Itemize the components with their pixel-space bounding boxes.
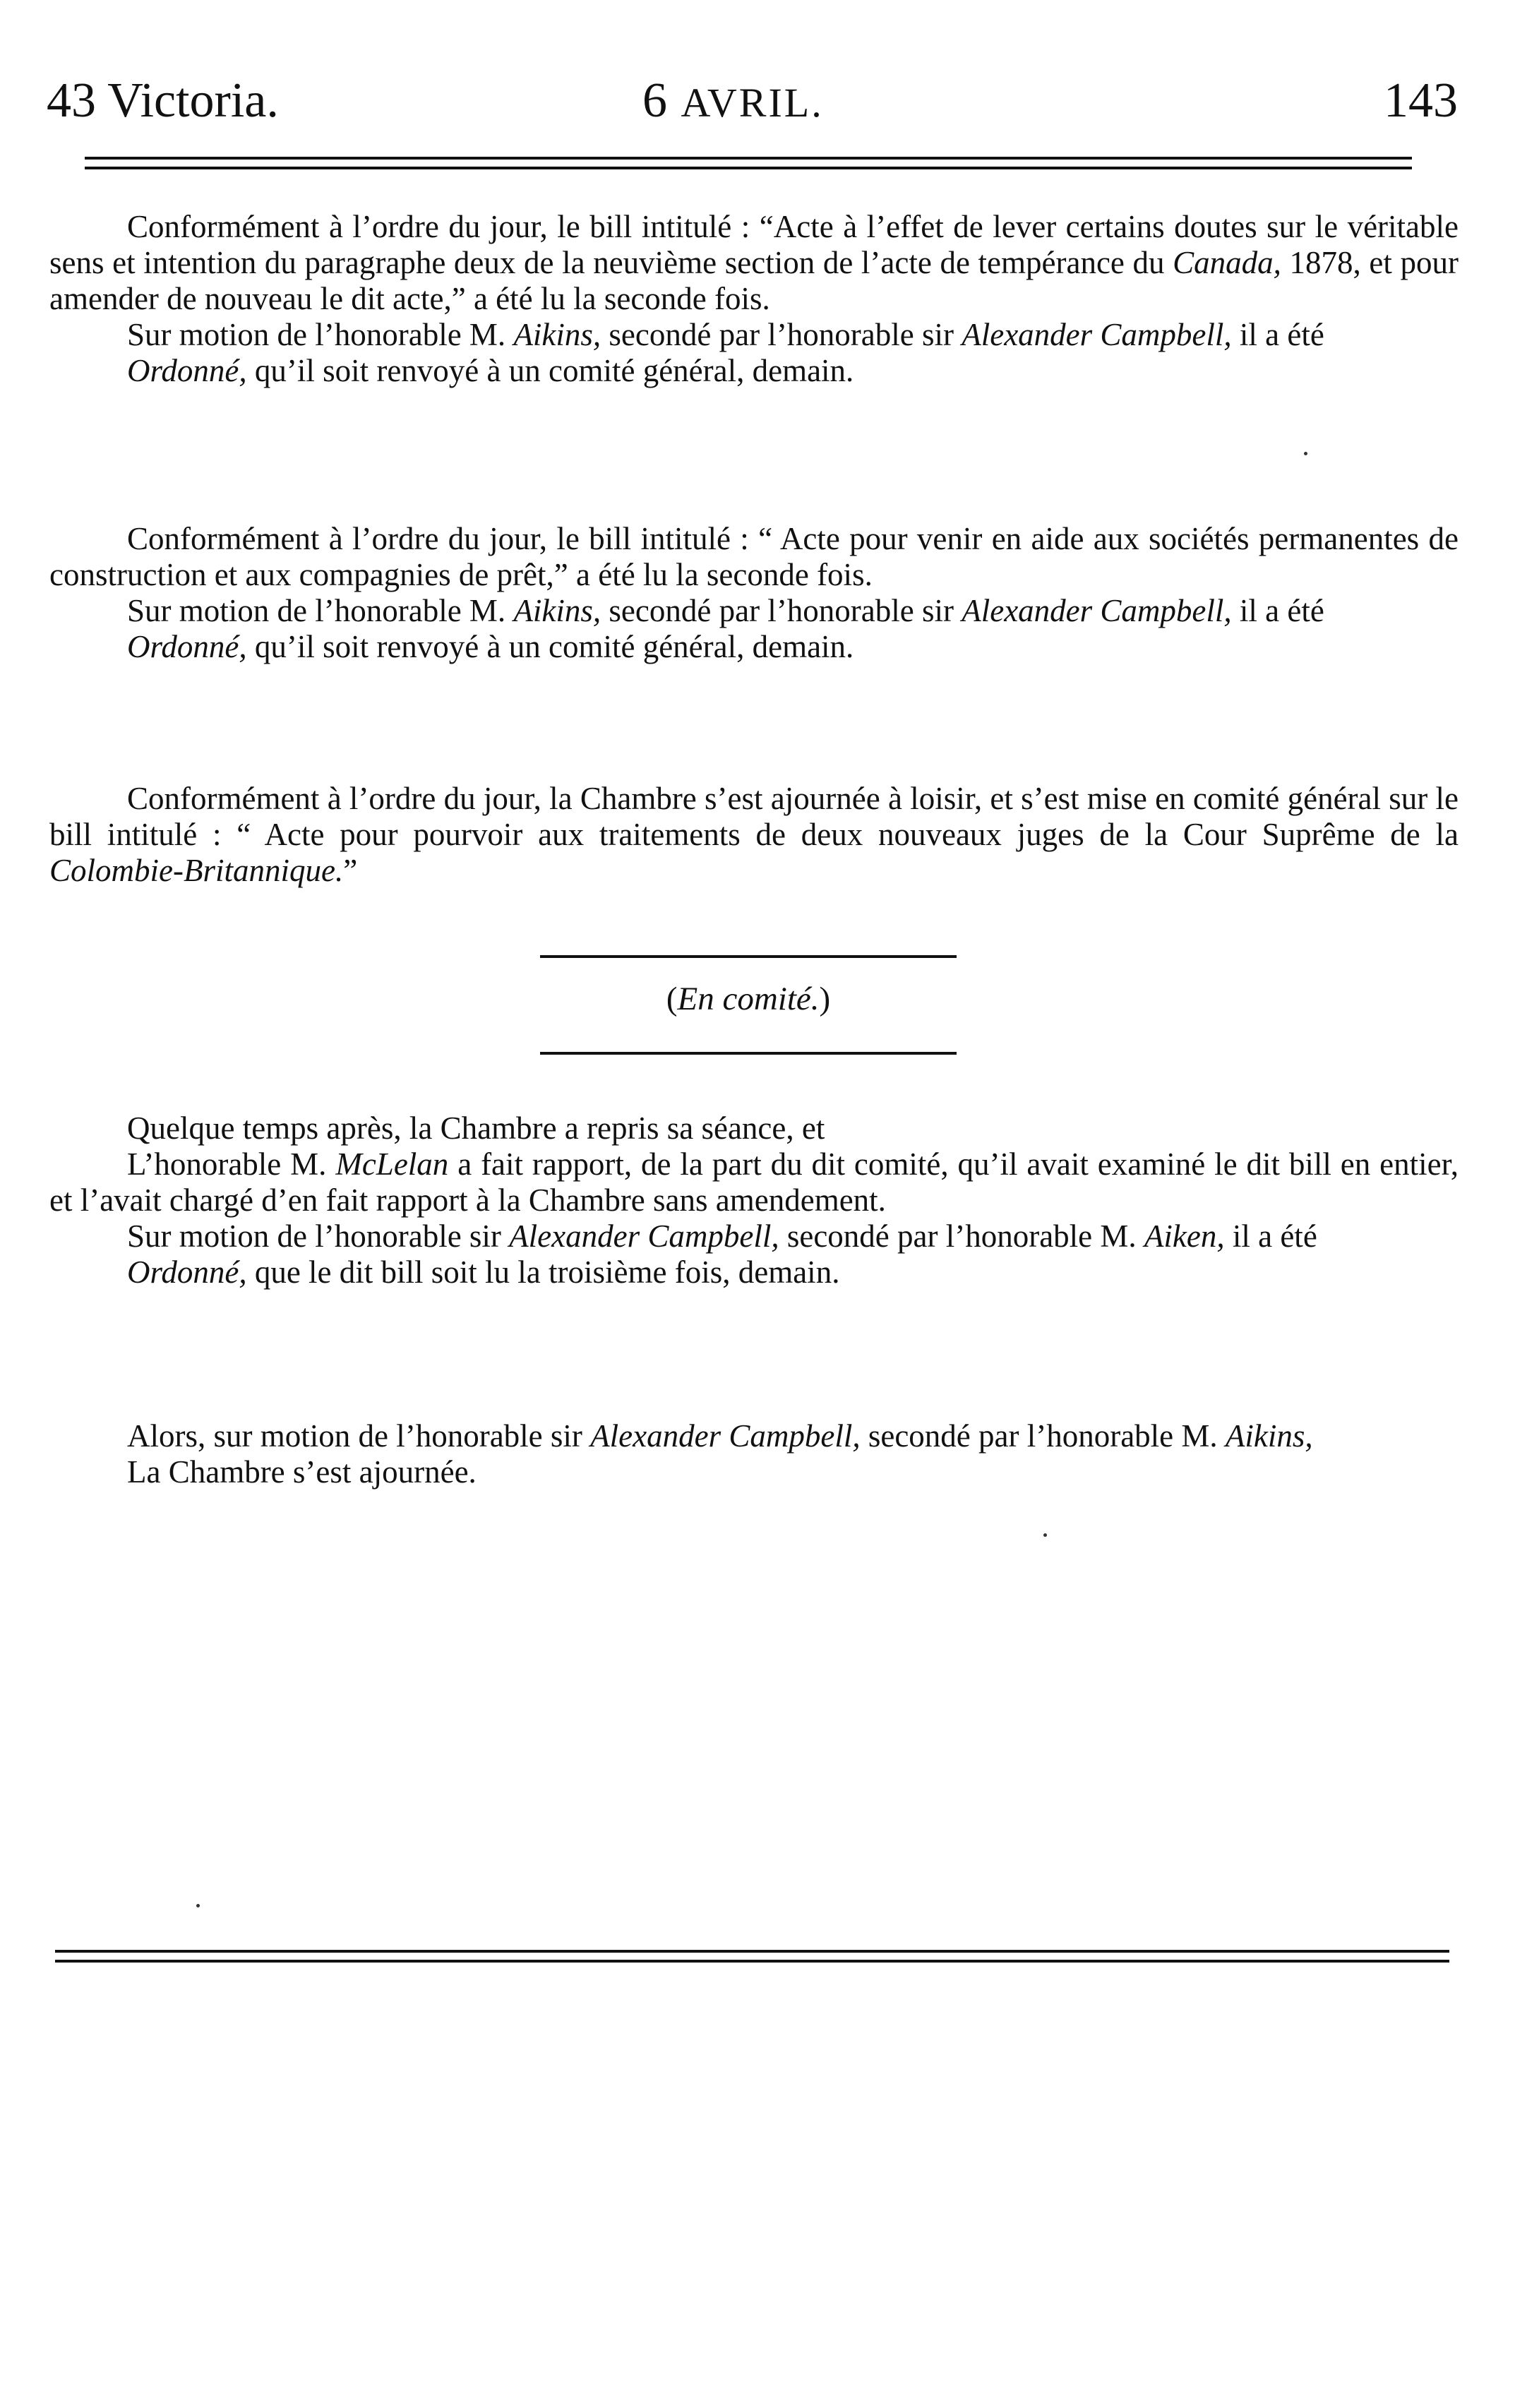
scan-speck <box>196 1904 200 1907</box>
text-run: secondé par l’honorable sir <box>601 593 962 628</box>
text-run: secondé par l’honorable sir <box>601 317 962 352</box>
italic-run: Canada, <box>1173 245 1281 280</box>
text-run: Sur motion de l’honorable M. <box>127 593 514 628</box>
entry-paragraph <box>49 1418 1459 1454</box>
italic-run: McLelan <box>335 1146 449 1182</box>
text-run: L’honorable M. <box>127 1146 336 1182</box>
italic-run: Alexander Campbell, <box>962 593 1232 628</box>
text-run: a fait rapport, de la part du dit comité, qu’il avait examiné le dit bill en entier, et l’avait chargé d’en fait rapport à la Chambre sans amendement. <box>49 1146 1459 1218</box>
italic-run: Aikins, <box>513 317 601 352</box>
entry-adjournment <box>49 1418 1459 1490</box>
text-run: secondé par l’honorable M. <box>779 1218 1144 1254</box>
entry-paragraph: Quelque temps après, la Chambre a repris sa séance, et <box>127 1110 825 1146</box>
header-rule <box>85 157 1412 169</box>
entry-paragraph <box>49 1254 1459 1290</box>
scan-speck <box>1304 452 1307 455</box>
entry-committee-report <box>49 1110 1459 1290</box>
entry-paragraph <box>49 1146 1459 1218</box>
text-run: ( <box>666 981 678 1017</box>
session-label: 43 Victoria. <box>47 73 279 128</box>
italic-run: Colombie-Britannique. <box>49 853 344 888</box>
page-number: 143 <box>1384 73 1458 128</box>
entry-second-reading-temperance-act <box>49 209 1459 389</box>
committee-rule-bottom <box>540 1052 957 1055</box>
date-month: AVRIL. <box>681 80 824 126</box>
text-run: Sur motion de l’honorable sir <box>127 1218 510 1254</box>
entry-paragraph <box>49 209 1459 317</box>
text-run: qu’il soit renvoyé à un comité général, demain. <box>246 629 854 664</box>
entry-second-reading-building-societies <box>49 521 1459 665</box>
committee-heading <box>540 978 957 1020</box>
italic-run: Ordonné, <box>127 353 247 388</box>
italic-run: Alexander Campbell, <box>962 317 1232 352</box>
entry-paragraph <box>49 353 1459 389</box>
text-run: il a été <box>1224 1218 1317 1254</box>
entry-paragraph <box>49 317 1459 353</box>
entry-paragraph <box>49 781 1459 889</box>
italic-run: Aikins, <box>1225 1418 1313 1454</box>
italic-run: Aikins, <box>513 593 601 628</box>
text-run: il a été <box>1231 317 1324 352</box>
committee-rule-top <box>540 955 957 958</box>
text-run: Conformément à l’ordre du jour, le bill intitulé : “Acte à l’effet de lever certains doutes sur le véritable sens et intention du paragraphe deux de la neuvième section de l’acte de tempérance du <box>49 209 1459 280</box>
entry-paragraph <box>49 629 1459 665</box>
text-run: Conformément à l’ordre du jour, la Chambre s’est ajournée à loisir, et s’est mise en comité général sur le bill intitulé : “ Acte pour pourvoir aux traitements de deux nouveaux juges de la Cour Suprême de la <box>49 781 1459 852</box>
italic-run: Alexander Campbell, <box>509 1218 779 1254</box>
entry-paragraph <box>49 593 1459 629</box>
italic-run: Ordonné, <box>127 1254 247 1290</box>
italic-run: En comité. <box>677 981 820 1017</box>
footer-rule <box>55 1950 1449 1963</box>
entry-paragraph: La Chambre s’est ajournée. <box>127 1454 477 1490</box>
entry-paragraph: Conformément à l’ordre du jour, le bill intitulé : “ Acte pour venir en aide aux sociétés permanentes de construction et aux compagnies de prêt,” a été lu la seconde fois. <box>49 521 1459 592</box>
text-run: que le dit bill soit lu la troisième fois, demain. <box>246 1254 840 1290</box>
text-run: il a été <box>1231 593 1324 628</box>
italic-run: Ordonné, <box>127 629 247 664</box>
italic-run: Alexander Campbell, <box>590 1418 861 1454</box>
text-run: Alors, sur motion de l’honorable sir <box>127 1418 591 1454</box>
date-label <box>642 62 824 140</box>
text-run: ) <box>819 981 831 1017</box>
italic-run: Aiken, <box>1144 1218 1225 1254</box>
date-day: 6 <box>642 73 681 128</box>
text-run: ” <box>343 853 358 888</box>
text-run: Sur motion de l’honorable M. <box>127 317 514 352</box>
entry-committee-judges-salaries <box>49 781 1459 889</box>
scan-speck <box>1043 1533 1047 1537</box>
text-run: qu’il soit renvoyé à un comité général, demain. <box>246 353 854 388</box>
text-run: secondé par l’honorable M. <box>860 1418 1226 1454</box>
text-run: 1878, et pour amender de nouveau le dit acte,” a été lu la seconde fois. <box>49 245 1459 316</box>
entry-paragraph <box>49 1218 1459 1254</box>
